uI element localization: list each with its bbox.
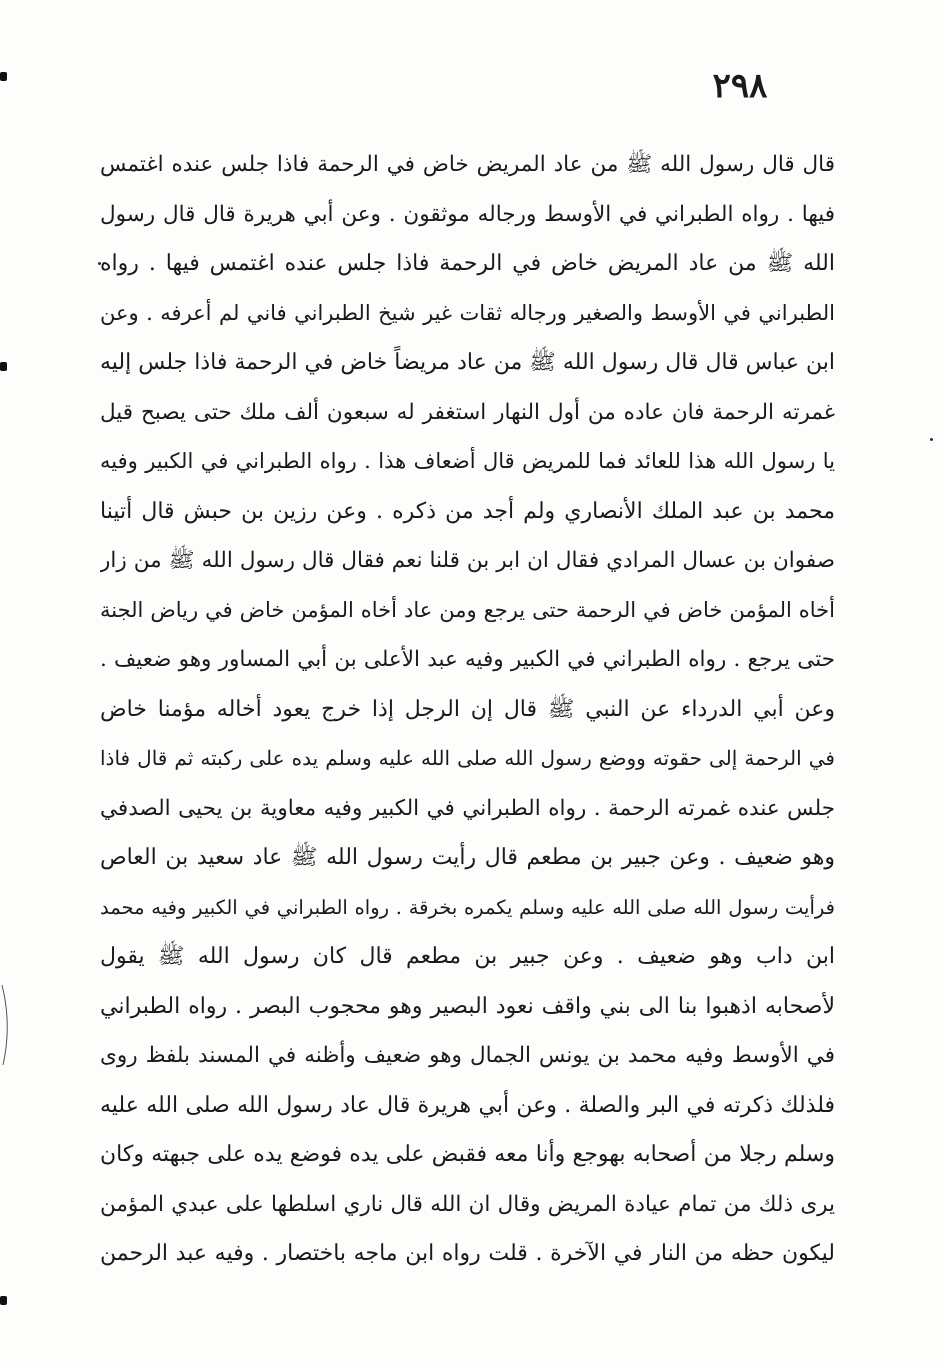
text-line: وهو ضعيف . وعن جبير بن مطعم قال رأيت رسول الله ﷺ عاد سعيد بن العاص [100,845,835,870]
text-line: في الأوسط وفيه محمد بن يونس الجمال وهو ضعيف وأظنه في المسند بلفظ روى [100,1043,835,1068]
text-line: قال قال رسول الله ﷺ من عاد المريض خاض في الرحمة فاذا جلس عنده اغتمس [100,152,835,177]
text-line: حتى يرجع . رواه الطبراني في الكبير وفيه عبد الأعلى بن أبي المساور وهو ضعيف . [100,647,835,672]
text-line: الطبراني في الأوسط والصغير ورجاله ثقات غير شيخ الطبراني فاني لم أعرفه . وعن [100,300,835,325]
binding-mark-top [0,72,7,81]
text-line: فيها . رواه الطبراني في الأوسط ورجاله موثقون . وعن أبي هريرة قال قال رسول [100,201,835,227]
binding-mark-bottom [0,1296,7,1305]
text-line: الله ﷺ من عاد المريض خاض في الرحمة فاذا جلس عنده اغتمس فيها . رواه [100,251,835,276]
text-line: وسلم رجلا من أصحابه بهوجع وأنا معه فقبض على يده فوضع يده على جبهته وكان [100,1142,835,1167]
page-edge-curve [0,985,14,1065]
text-line: فرأيت رسول الله صلى الله عليه وسلم يكمره بخرقة . رواه الطبراني في الكبير وفيه محمد [100,895,835,919]
text-line: جلس عنده غمرته الرحمة . رواه الطبراني في الكبير وفيه معاوية بن يحيى الصدفي [100,795,835,821]
text-line: يا رسول الله هذا للعائد فما للمريض قال أضعاف هذا . رواه الطبراني في الكبير وفيه [100,449,835,473]
body-text [100,140,835,1279]
text-line: يرى ذلك من تمام عيادة المريض وقال ان الله قال ناري اسلطها على عبدي المؤمن [100,1191,835,1217]
text-line: لأصحابه اذهبوا بنا الى بني واقف نعود البصير وهو محجوب البصر . رواه الطبراني [100,993,835,1019]
text-line: ليكون حظه من النار في الآخرة . قلت رواه ابن ماجه باختصار . وفيه عبد الرحمن [100,1241,835,1266]
text-line: ابن عباس قال قال رسول الله ﷺ من عاد مريضاً خاض في الرحمة فاذا جلس إليه [100,350,835,375]
speck [930,438,933,441]
text-line: غمرته الرحمة فان عاده من أول النهار استغفر له سبعون ألف ملك حتى يصبح قيل [100,399,835,425]
text-line: صفوان بن عسال المرادي فقال ان ابر بن قلنا نعم فقال قال رسول الله ﷺ من زار [100,548,835,573]
text-line: في الرحمة إلى حقوته ووضع رسول الله صلى الله عليه وسلم يده على ركبته ثم قال فاذا [100,746,835,770]
text-line: أخاه المؤمن خاض في الرحمة حتى يرجع ومن عاد أخاه المؤمن خاض في رياض الجنة [100,597,835,622]
text-line: محمد بن عبد الملك الأنصاري ولم أجد من ذكره . وعن رزين بن حبش قال أتينا [100,498,835,524]
binding-mark-middle [0,362,7,371]
page-number: ٢٩٨ [712,66,768,106]
text-line: فلذلك ذكرته في البر والصلة . وعن أبي هريرة قال عاد رسول الله صلى الله عليه [100,1092,835,1118]
text-line: وعن أبي الدرداء عن النبي ﷺ قال إن الرجل إذا خرج يعود أخاله مؤمنا خاض [100,696,835,722]
text-line: ابن داب وهو ضعيف . وعن جبير بن مطعم قال كان رسول الله ﷺ يقول [100,944,835,969]
